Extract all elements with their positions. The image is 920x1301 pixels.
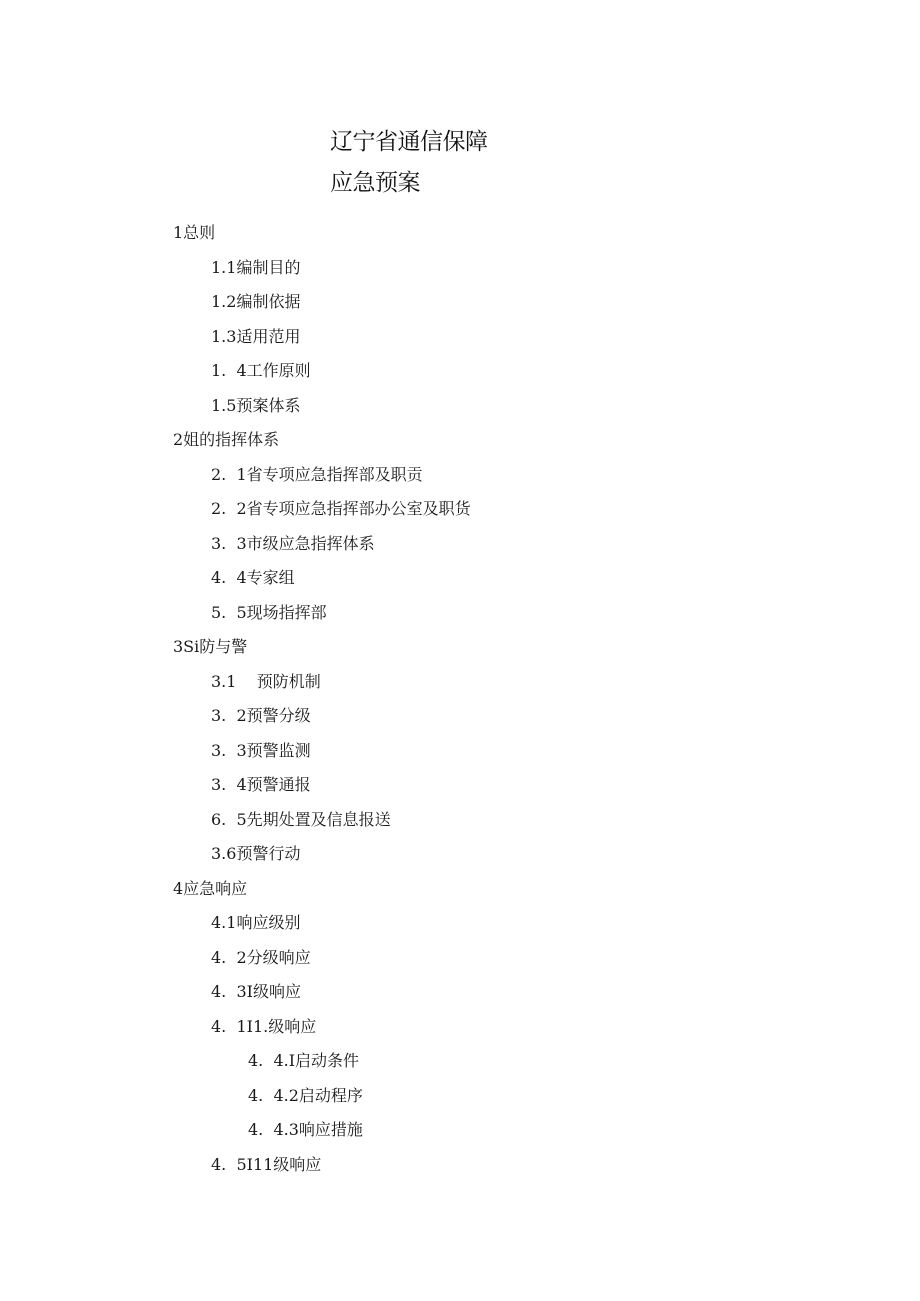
toc-section: 4. 4专家组 (211, 568, 295, 587)
toc-section: 2. 2省专项应急指挥部办公室及职货 (211, 499, 471, 518)
toc-section: 4. 1I1.级响应 (211, 1017, 317, 1036)
toc-chapter: 4应急响应 (173, 879, 248, 898)
document-title-line1: 辽宁省通信保障 (330, 129, 488, 155)
toc-subsection: 4. 4.I启动条件 (248, 1051, 360, 1070)
toc-section: 4.1响应级别 (211, 913, 301, 932)
toc-subsection: 4. 4.2启动程序 (248, 1086, 363, 1105)
toc-chapter: 2姐的指挥体系 (173, 430, 280, 449)
toc-section: 3.6预警行动 (211, 844, 301, 863)
toc-subsection: 4. 4.3响应措施 (248, 1120, 363, 1139)
toc-section: 4. 2分级响应 (211, 948, 311, 967)
toc-section: 2. 1省专项应急指挥部及职贡 (211, 465, 423, 484)
toc-section: 5. 5现场指挥部 (211, 603, 327, 622)
document-title-line2: 应急预案 (330, 170, 420, 196)
toc-section: 4. 3I级响应 (211, 982, 301, 1001)
toc-section: 3. 3市级应急指挥体系 (211, 534, 375, 553)
toc-section: 3.1 预防机制 (211, 672, 321, 691)
toc-section: 4. 5I11级响应 (211, 1155, 322, 1174)
toc-chapter: 3Si防与警 (173, 637, 248, 656)
toc-chapter: 1总则 (173, 223, 216, 242)
toc-section: 1.2编制依据 (211, 292, 301, 311)
toc-section: 1.3适用范用 (211, 327, 301, 346)
toc-section: 1. 4工作原则 (211, 361, 311, 380)
toc-section: 3. 2预警分级 (211, 706, 311, 725)
toc-section: 6. 5先期处置及信息报送 (211, 810, 391, 829)
toc-section: 3. 4预警通报 (211, 775, 311, 794)
toc-section: 3. 3预警监测 (211, 741, 311, 760)
toc-section: 1.1编制目的 (211, 258, 301, 277)
toc-section: 1.5预案体系 (211, 396, 301, 415)
